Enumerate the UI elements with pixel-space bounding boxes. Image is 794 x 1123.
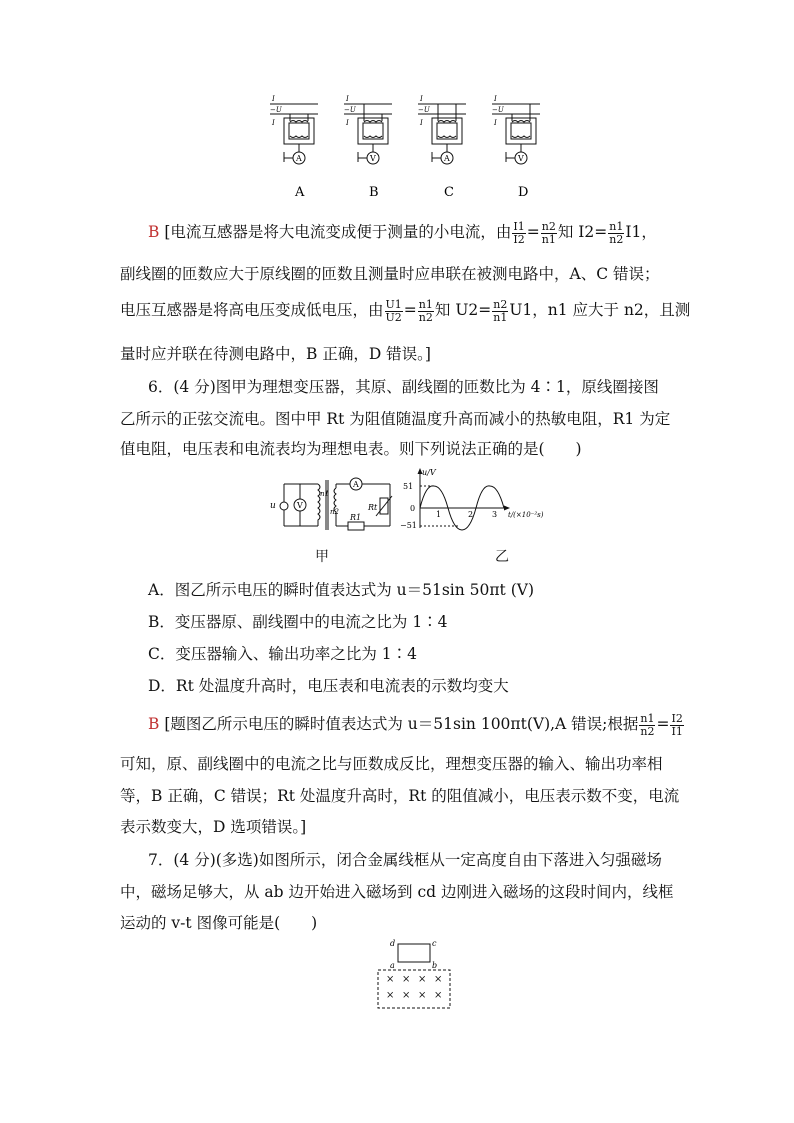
meter-label: V: [518, 154, 524, 163]
svg-text:I: I: [420, 95, 423, 103]
meter-label: V: [370, 154, 376, 163]
svg-text:R1: R1: [350, 513, 362, 522]
q7-stem-line-3: 运动的 v-t 图像可能是( ): [120, 914, 318, 932]
svg-text:b: b: [432, 961, 438, 970]
field-cross: ×: [434, 990, 443, 1001]
circuit-d: [492, 95, 540, 164]
svg-text:−51: −51: [400, 521, 417, 530]
q5-answer-line-1: B [电流互感器是将大电流变成便于测量的小电流，由 $\frac{I1}{I2}$ = $\frac{n2}{n1}$ 知 I2= $\frac{n1}{n2}$ I1，: [148, 219, 657, 246]
q6-answer-line-3: 等，B 正确，C 错误；Rt 处温度升高时，Rt 的阻值减小，电压表示数不变，电流: [120, 787, 680, 805]
svg-text:I: I: [346, 119, 349, 127]
field-cross: ×: [418, 974, 427, 985]
circuit-a: [270, 95, 318, 164]
svg-text:Rt: Rt: [368, 503, 378, 512]
svg-text:t/(×10⁻²s): t/(×10⁻²s): [508, 511, 544, 519]
q7-magnetic-field-figure: [370, 936, 460, 1016]
q7-stem-line-2: 中，磁场足够大，从 ab 边开始进入磁场到 cd 边刚进入磁场的这段时间内，线框: [120, 883, 674, 901]
option-label-b: B: [369, 185, 379, 200]
svg-text:0: 0: [410, 504, 416, 513]
svg-text:I: I: [346, 95, 349, 103]
caption-yi: 乙: [495, 549, 509, 565]
field-cross: ×: [386, 990, 395, 1001]
q6-answer-line-1: B [题图乙所示电压的瞬时值表达式为 u＝51sin 100πt(V),A 错误;根据 $\frac{n1}{n2}$ = $\frac{I2}{I1}$: [148, 711, 683, 738]
field-cross: ×: [434, 974, 443, 985]
q5-figure: [262, 92, 562, 202]
svg-text:I: I: [494, 119, 497, 127]
field-cross: ×: [402, 990, 411, 1001]
svg-text:2: 2: [468, 510, 474, 519]
q6-answer-line-2: 可知，原、副线圈中的电流之比与匝数成反比，理想变压器的输入、输出功率相: [120, 755, 663, 773]
answer-letter: B: [148, 223, 160, 241]
q6-option-a: A．图乙所示电压的瞬时值表达式为 u＝51sin 50πt (V): [148, 581, 535, 599]
q6-option-b: B．变压器原、副线圈中的电流之比为 1∶4: [148, 613, 448, 631]
q6-voltage-graph: [398, 466, 558, 532]
q5-answer-line-2: 副线圈的匝数应大于原线圈的匝数且测量时应串联在被测电路中，A、C 错误；: [120, 265, 660, 283]
circuit-c: [418, 95, 466, 164]
q5-answer-line-4: 量时应并联在待测电路中，B 正确，D 错误。]: [120, 345, 431, 363]
svg-text:−U: −U: [418, 106, 430, 114]
q5-answer-line-3: 电压互感器是将高电压变成低电压，由 $\frac{U1}{U2}$ = $\frac{n1}{n2}$ 知 U2= $\frac{n2}{n1}$ U1，n1 应大于 n2，且测: [120, 297, 691, 324]
svg-text:I: I: [272, 119, 275, 127]
q6-answer-line-4: 表示数变大，D 选项错误。]: [120, 818, 307, 836]
svg-text:−U: −U: [492, 106, 504, 114]
svg-text:n2: n2: [330, 508, 339, 516]
svg-text:1: 1: [436, 510, 442, 519]
svg-text:I: I: [494, 95, 497, 103]
svg-text:c: c: [432, 939, 437, 948]
q7-stem-line-1: 7．(4 分)(多选)如图所示，闭合金属线框从一定高度自由下落进入匀强磁场: [148, 851, 662, 869]
meter-label: A: [296, 154, 302, 163]
field-cross: ×: [386, 974, 395, 985]
svg-text:V: V: [297, 501, 303, 510]
option-label-a: A: [295, 185, 305, 200]
q6-stem-line-1: 6．(4 分)图甲为理想变压器，其原、副线圈的匝数比为 4∶1，原线圈接图: [148, 378, 659, 396]
option-label-c: C: [444, 185, 454, 200]
svg-text:I: I: [272, 95, 275, 103]
svg-text:A: A: [353, 480, 359, 489]
svg-text:51: 51: [403, 482, 414, 491]
svg-text:I: I: [420, 119, 423, 127]
caption-jia: 甲: [315, 549, 329, 565]
svg-text:−U: −U: [344, 106, 356, 114]
svg-text:u: u: [270, 501, 276, 511]
circuit-b: [344, 95, 392, 164]
q6-option-c: C．变压器输入、输出功率之比为 1∶4: [148, 645, 418, 663]
svg-text:a: a: [390, 961, 395, 970]
field-cross: ×: [418, 990, 427, 1001]
field-cross: ×: [402, 974, 411, 985]
q6-stem-line-2: 乙所示的正弦交流电。图中甲 Rt 为阻值随温度升高而减小的热敏电阻，R1 为定: [120, 410, 671, 428]
svg-text:u/V: u/V: [422, 468, 436, 477]
option-label-d: D: [518, 185, 529, 200]
q6-option-d: D．Rt 处温度升高时，电压表和电流表的示数均变大: [148, 677, 509, 695]
svg-text:−U: −U: [270, 106, 282, 114]
svg-text:3: 3: [492, 510, 498, 519]
svg-text:n1: n1: [320, 490, 329, 498]
q6-stem-line-3: 值电阻，电压表和电流表均为理想电表。则下列说法正确的是( ): [120, 440, 582, 458]
q6-circuit-figure: [268, 474, 398, 534]
answer-letter: B: [148, 715, 160, 733]
svg-text:d: d: [390, 939, 396, 948]
meter-label: A: [444, 154, 450, 163]
